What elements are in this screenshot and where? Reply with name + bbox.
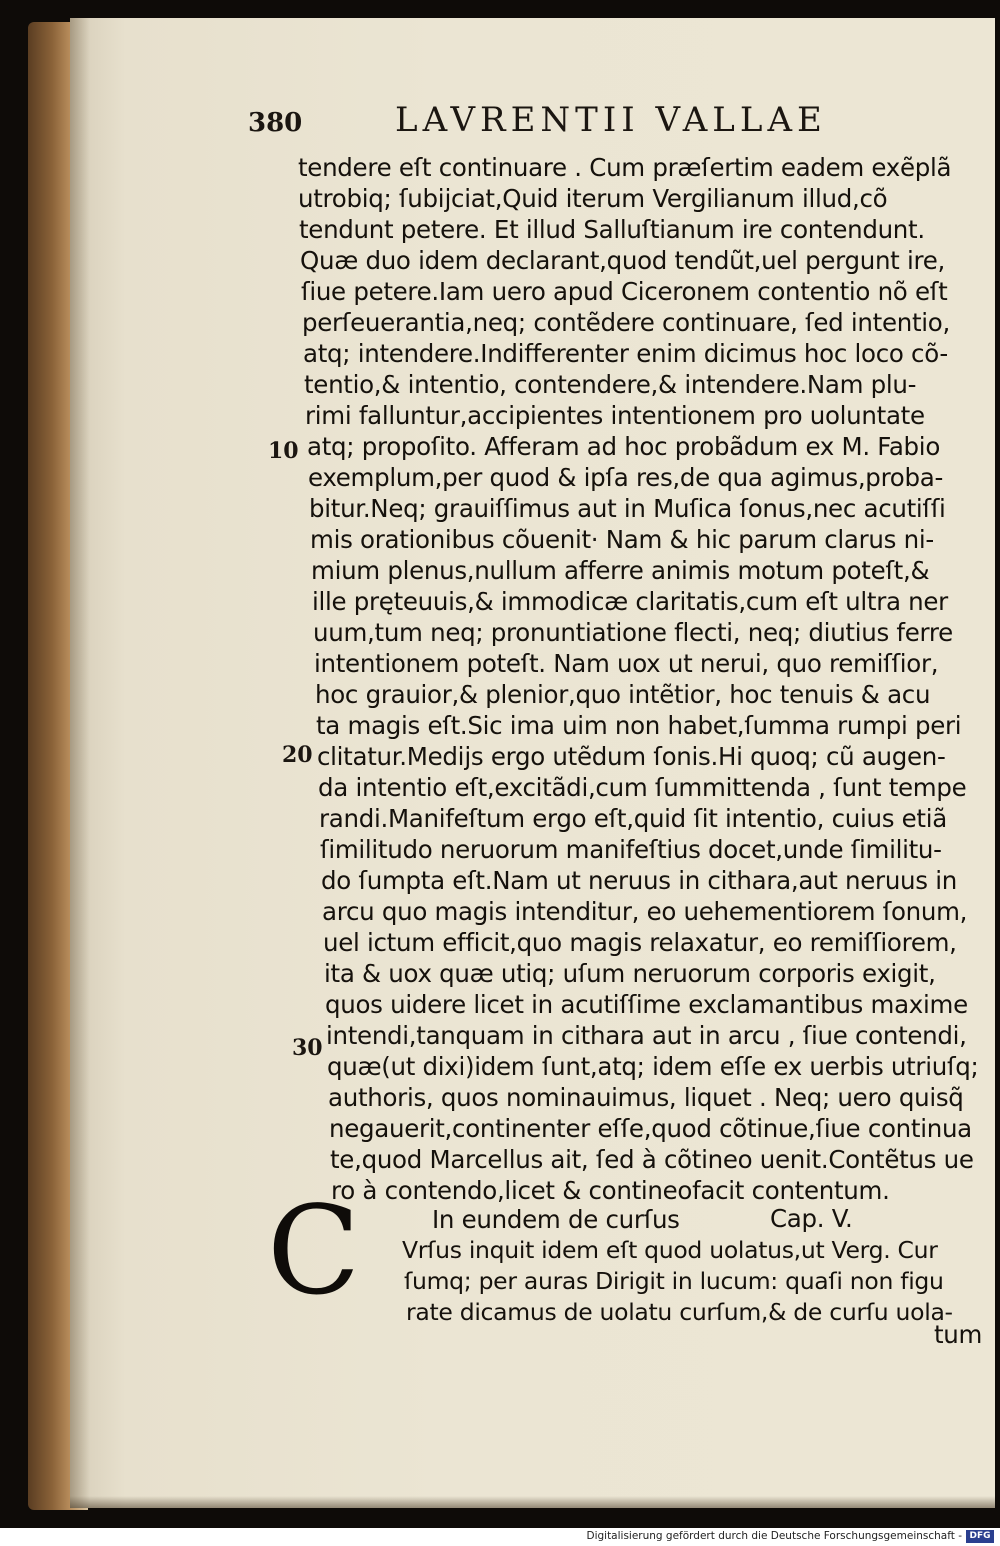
text-line: uum,tum neq; pronuntiatione flecti, neq; diutius ferre bbox=[313, 618, 953, 647]
text-line: tendunt petere. Et illud Salluſtianum ire contendunt. bbox=[299, 215, 925, 244]
text-line: utrobiq; ſubĳciat,Quid iterum Vergilianum illud,cõ bbox=[298, 184, 888, 213]
text-line: uel ictum efficit,quo magis relaxatur, eo remiſſiorem, bbox=[323, 928, 957, 957]
text-line: arcu quo magis intenditur, eo uehementiorem ſonum, bbox=[322, 897, 968, 926]
text-line: clitatur.Medĳs ergo utẽdum ſonis.Hi quoq; cũ augen- bbox=[317, 742, 946, 771]
text-line: ſumq; per auras Dirigit in lucum: quaſi non figu bbox=[404, 1267, 944, 1295]
text-line: ſiue petere.Iam uero apud Ciceronem contentio nõ eſt bbox=[301, 277, 948, 306]
text-line: quos uidere licet in acutiſſime exclamantibus maxime bbox=[325, 990, 968, 1019]
text-line: randi.Manifeſtum ergo eſt,quid ſit intentio, cuius etiã bbox=[319, 804, 947, 833]
text-line: ro à contendo,licet & contineofacit contentum. bbox=[331, 1176, 890, 1205]
text-line: perſeuerantia,neq; contẽdere continuare, ſed intentio, bbox=[302, 308, 950, 337]
text-line: intendi,tanquam in cithara aut in arcu , ſiue contendi, bbox=[326, 1021, 967, 1050]
text-line: negauerit,continenter eſſe,quod cõtinue,ſiue continua bbox=[329, 1114, 972, 1143]
line-number: 10 bbox=[268, 438, 299, 464]
text-line: ta magis eſt.Sic ima uim non habet,ſumma rumpi peri bbox=[316, 711, 962, 740]
text-line: mium plenus,nullum afferre animis motum poteſt,& bbox=[311, 556, 930, 585]
gutter-shadow bbox=[70, 18, 90, 1508]
text-line: intentionem poteſt. Nam uox ut nerui, quo remiſſior, bbox=[314, 649, 939, 678]
text-line: atq; intendere.Indifferenter enim dicimus hoc loco cõ- bbox=[303, 339, 948, 368]
text-line: atq; propoſito. Afferam ad hoc probãdum ex M. Fabio bbox=[307, 432, 941, 461]
text-line: tendere eſt continuare . Cum præſertim eadem exẽplã bbox=[298, 153, 952, 182]
text-line: da intentio eſt,excitãdi,cum ſummittenda , ſunt tempe bbox=[318, 773, 967, 802]
text-line: ita & uox quæ utiq; uſum neruorum corporis exigit, bbox=[324, 959, 936, 988]
text-line: hoc grauior,& plenior,quo intẽtior, hoc tenuis & acu bbox=[315, 680, 931, 709]
text-line: ille pręteuuis,& immodicæ claritatis,cum eſt ultra ner bbox=[312, 587, 948, 616]
text-line: Quæ duo idem declarant,quod tendũt,uel pergunt ire, bbox=[300, 246, 945, 275]
catchword: tum bbox=[934, 1320, 983, 1349]
footer-credit: Digitalisierung gefördert durch die Deutsche Forschungsgemeinschaft - bbox=[586, 1530, 962, 1542]
page-bottom-edge bbox=[70, 1496, 995, 1508]
text-line: do ſumpta eſt.Nam ut neruus in cithara,aut neruus in bbox=[321, 866, 957, 895]
text-line: exemplum,per quod & ipſa res,de qua agimus,proba- bbox=[308, 463, 943, 492]
text-line: quæ(ut dixi)idem ſunt,atq; idem eſſe ex uerbis utriuſq; bbox=[327, 1052, 979, 1081]
text-line: rate dicamus de uolatu curſum,& de curſu uola- bbox=[406, 1298, 953, 1326]
footer-bar bbox=[0, 1528, 1000, 1546]
text-line: tentio,& intentio, contendere,& intendere.Nam plu- bbox=[304, 370, 917, 399]
initial-letter: C bbox=[267, 1180, 361, 1322]
text-line: authoris, quos nominauimus, liquet . Neq; uero quisq̃ bbox=[328, 1083, 964, 1112]
running-head: LAVRENTII VALLAE bbox=[395, 100, 827, 140]
text-line: bitur.Neq; grauiſſimus aut in Muſica ſonus,nec acutiſſi bbox=[309, 494, 946, 523]
line-number: 20 bbox=[282, 742, 313, 768]
text-line: mis orationibus cõuenit· Nam & hic parum clarus ni- bbox=[310, 525, 934, 554]
text-line: ſimilitudo neruorum manifeſtius docet,unde ſimilitu- bbox=[320, 835, 942, 864]
dfg-logo-icon: DFG bbox=[966, 1530, 994, 1543]
text-line: te,quod Marcellus ait, ſed à cõtineo uenit.Contẽtus ue bbox=[330, 1145, 974, 1174]
text-line: Vrſus inquit idem eſt quod uolatus,ut Verg. Cur bbox=[402, 1236, 938, 1264]
chapter-label: Cap. V. bbox=[770, 1204, 853, 1233]
chapter-title: In eundem de curſus bbox=[432, 1205, 680, 1234]
line-number: 30 bbox=[292, 1035, 323, 1061]
text-line: rimi falluntur,accipientes intentionem pro uoluntate bbox=[305, 401, 925, 430]
page-number: 380 bbox=[248, 108, 303, 138]
